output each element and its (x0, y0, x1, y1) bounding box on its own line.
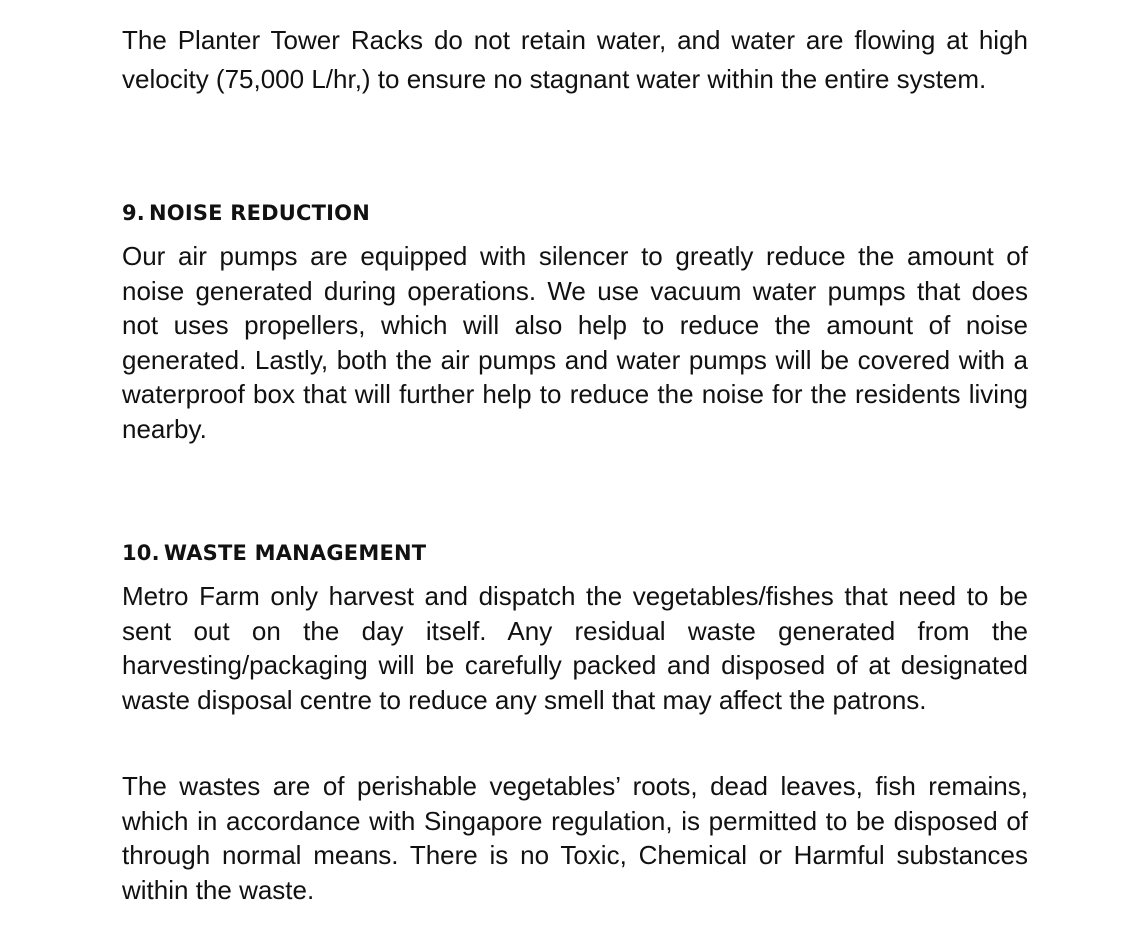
waste-management-heading (122, 540, 426, 566)
planter-tower-paragraph: The Planter Tower Racks do not retain water, and water are flowing at high velocity (75,000 L/hr,) to ensure no stagnant water within the entire system. (122, 25, 1028, 94)
noise-reduction-paragraph: Our air pumps are equipped with silencer to greatly reduce the amount of noise generated during operations. We use vacuum water pumps that does not uses propellers, which will also help to reduce the amount of noise generated. Lastly, both the air pumps and water pumps will be covered with a waterproof box that will further help to reduce the noise for the residents living nearby. (122, 241, 1028, 444)
waste-management-title: WASTE MANAGEMENT (163, 541, 427, 565)
noise-reduction-heading (122, 200, 370, 226)
noise-reduction-title: NOISE REDUCTION (149, 201, 370, 225)
waste-management-paragraph-1: Metro Farm only harvest and dispatch the vegetables/fishes that need to be sent out on the day itself. Any residual waste generated from the harvesting/packaging will be carefully packed and disposed of at designated waste disposal centre to reduce any smell that may affect the patrons. (122, 581, 1028, 715)
waste-management-paragraph-2: The wastes are of perishable vegetables’ roots, dead leaves, fish remains, which in accordance with Singapore regulation, is permitted to be disposed of through normal means. There is no Toxic, Chemical or Harmful substances within the waste. (122, 771, 1028, 905)
waste-management-number: 10. (122, 541, 160, 565)
noise-reduction-number: 9. (122, 201, 145, 225)
